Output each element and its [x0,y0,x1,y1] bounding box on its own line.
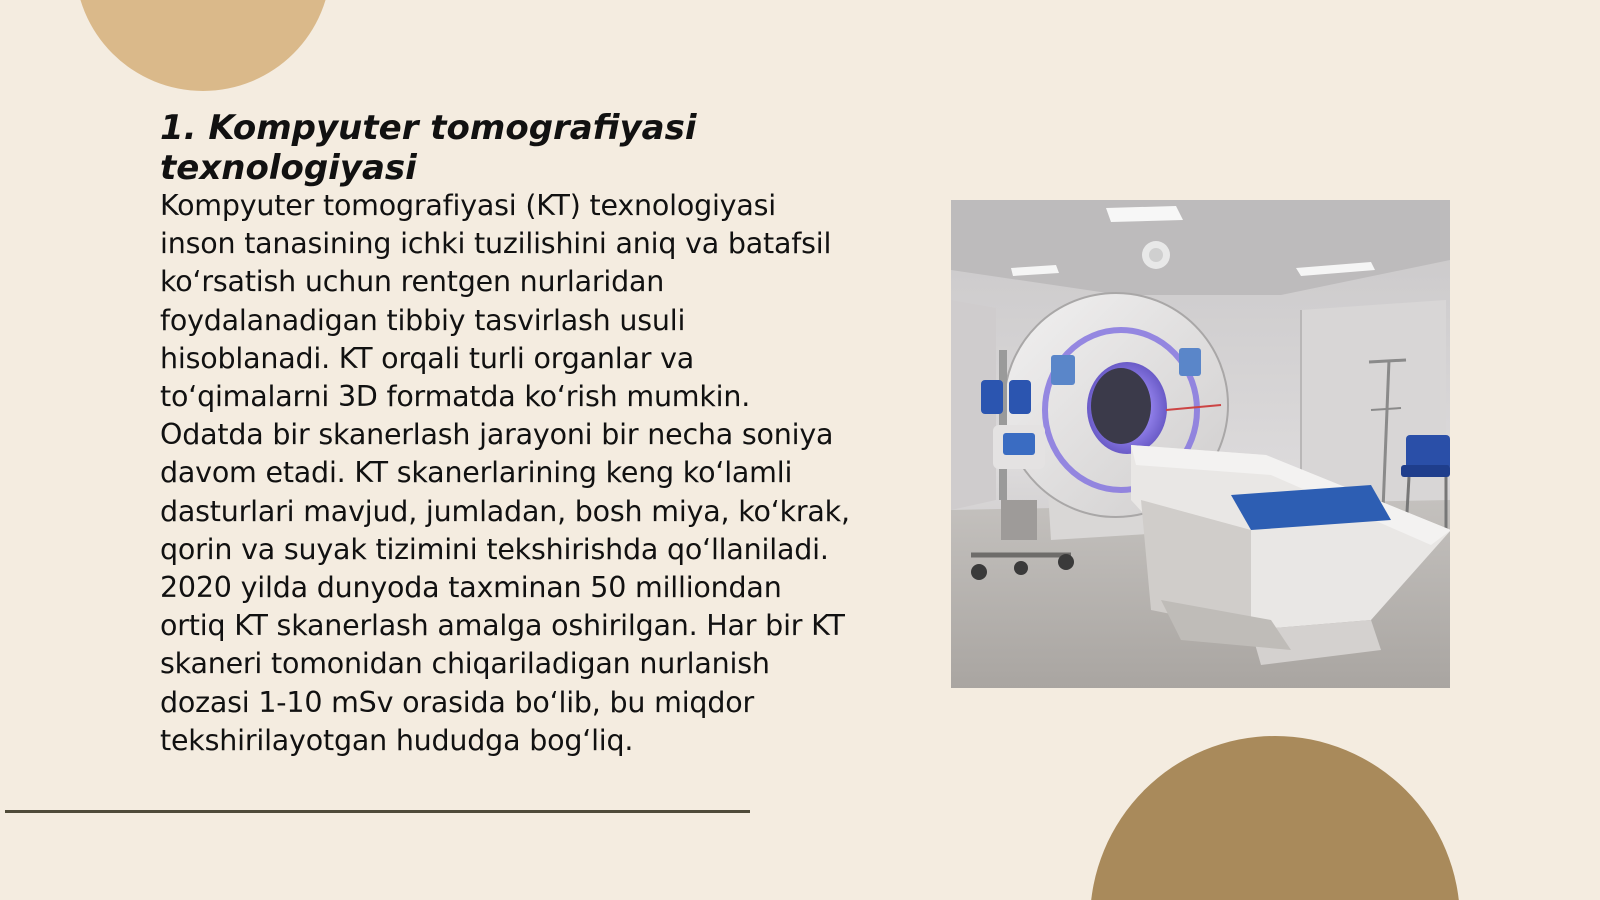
divider-line [5,810,750,813]
decorative-circle-top [75,0,331,91]
slide-title: 1. Kompyuter tomografiyasi texnologiyasi [160,108,697,188]
slide-body-text: Kompyuter tomografiyasi (KT) texnologiyasi inson tanasining ichki tuzilishini aniq va batafsil ko‘rsatish uchun rentgen nurlaridan foydalanadigan tibbiy tasvirlash usuli hisoblanadi. KT orqali turli organlar va to‘qimalarni 3D formatda ko‘rish mumkin. Odatda bir skanerlash jarayoni bir necha soniya davom etadi. KT skanerlarining keng ko‘lamli dasturlari mavjud, jumladan, bosh miya, ko‘krak, qorin va suyak tizimini tekshirishda qo‘llaniladi. 2020 yilda dunyoda taxminan 50 milliondan ortiq KT skanerlash amalga oshirilgan. Har bir KT skaneri tomonidan chiqariladigan nurlanish dozasi 1-10 mSv orasida bo‘lib, bu miqdor tekshirilayotgan hududga bog‘liq. [160,189,850,757]
ct-scanner-photo [951,200,1450,688]
decorative-circle-bottom [1090,736,1460,900]
